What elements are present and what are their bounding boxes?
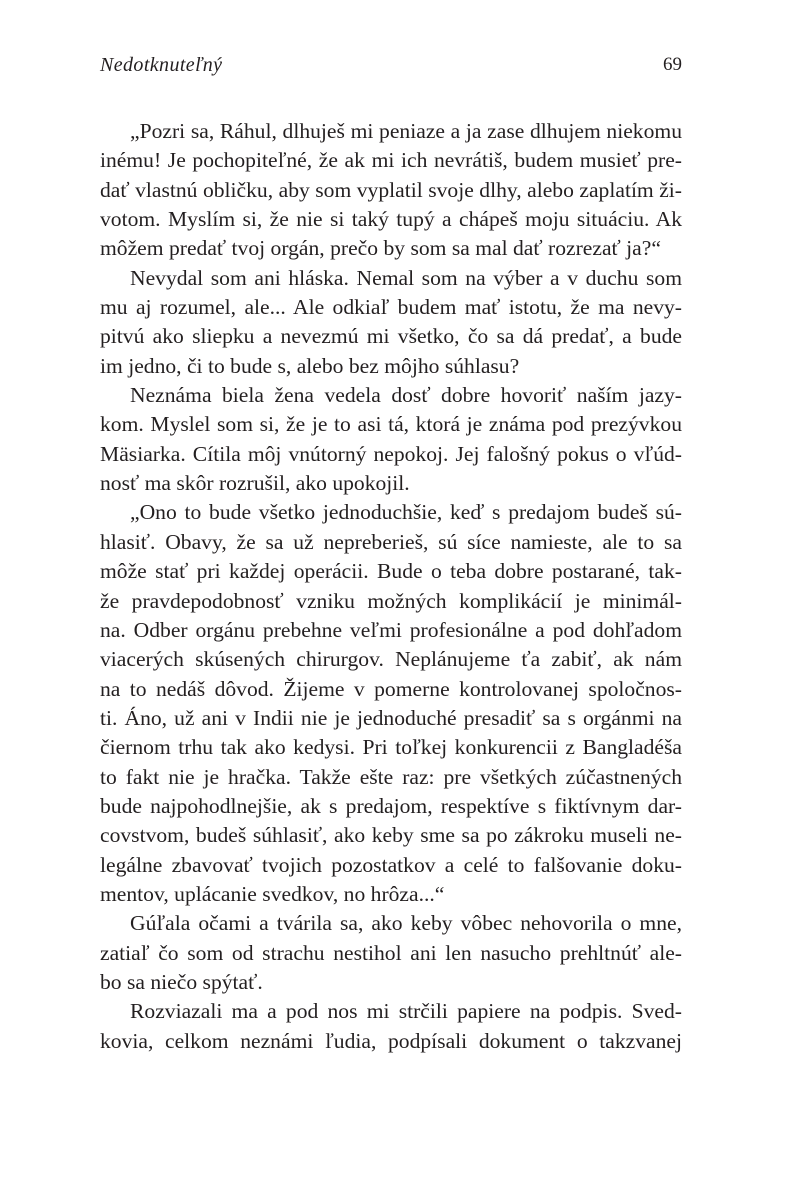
running-head-title: Nedotknuteľný [100,54,223,76]
text-line: inému! Je pochopiteľné, že ak mi ich nevrátiš, budem musieť pre- [100,148,682,173]
text-line: hlasiť. Obavy, že sa už nepreberieš, sú síce namieste, ale to sa [100,529,682,554]
text-line: na to nedáš dôvod. Žijeme v pomerne kontrolovanej spoločnos- [100,676,682,701]
text-line: covstvom, budeš súhlasiť, ako keby sme sa po zákroku museli ne- [100,823,682,848]
text-line: zatiaľ čo som od strachu nestihol ani len nasucho prehltnúť ale- [100,940,682,965]
text-line: že pravdepodobnosť vzniku možných komplikácií je minimál- [100,588,682,613]
running-head [100,54,682,82]
text-line: votom. Myslím si, že nie si taký tupý a chápeš moju situáciu. Ak [100,207,682,232]
text-line: im jedno, či to bude s, alebo bez môjho súhlasu? [100,353,520,378]
text-line: Neznáma biela žena vedela dosť dobre hovoriť naším jazy- [130,383,682,408]
text-line: čiernom trhu tak ako kedysi. Pri toľkej konkurencii z Bangladéša [100,735,682,760]
text-line: „Ono to bude všetko jednoduchšie, keď s predajom budeš sú- [130,500,682,525]
text-line: môže stať pri každej operácii. Bude o teba dobre postarané, tak- [100,559,682,584]
text-line: mu aj rozumel, ale... Ale odkiaľ budem mať istotu, že ma nevy- [100,295,682,320]
page-number: 69 [663,54,682,75]
text-line: nosť ma skôr rozrušil, ako upokojil. [100,471,410,496]
text-line: dať vlastnú obličku, aby som vyplatil svoje dlhy, alebo zaplatím ži- [100,177,682,202]
text-line: bo sa niečo spýtať. [100,969,263,994]
text-line: Nevydal som ani hláska. Nemal som na výber a v duchu som [130,265,682,290]
text-line: mentov, uplácanie svedkov, no hrôza...“ [100,881,445,906]
text-line: viacerých skúsených chirurgov. Neplánujeme ťa zabiť, ak nám [100,647,682,672]
text-line: Mäsiarka. Cítila môj vnútorný nepokoj. Jej falošný pokus o vľúd- [100,441,682,466]
text-line: legálne zbavovať tvojich pozostatkov a celé to falšovanie doku- [100,852,682,877]
text-line: kom. Myslel som si, že je to asi tá, ktorá je známa pod prezývkou [100,412,682,437]
text-line: ti. Áno, už ani v Indii nie je jednoduché presadiť sa s orgánmi na [100,705,682,730]
text-line: Gúľala očami a tvárila sa, ako keby vôbec nehovorila o mne, [130,911,682,936]
text-line: pitvú ako sliepku a nevezmú mi všetko, čo sa dá predať, a bude [100,324,682,349]
text-line: kovia, celkom neznámi ľudia, podpísali dokument o takzvanej [100,1028,682,1053]
text-line: to fakt nie je hračka. Takže ešte raz: pre všetkých zúčastnených [100,764,682,789]
text-line: bude najpohodlnejšie, ak s predajom, respektíve s fiktívnym dar- [100,793,682,818]
text-line: Rozviazali ma a pod nos mi strčili papiere na podpis. Sved- [130,999,682,1024]
text-line: na. Odber orgánu prebehne veľmi profesionálne a pod dohľadom [100,617,682,642]
body-text [100,117,682,1056]
text-line: „Pozri sa, Ráhul, dlhuješ mi peniaze a ja zase dlhujem niekomu [130,119,682,143]
text-line: môžem predať tvoj orgán, prečo by som sa mal dať rozrezať ja?“ [100,236,661,261]
